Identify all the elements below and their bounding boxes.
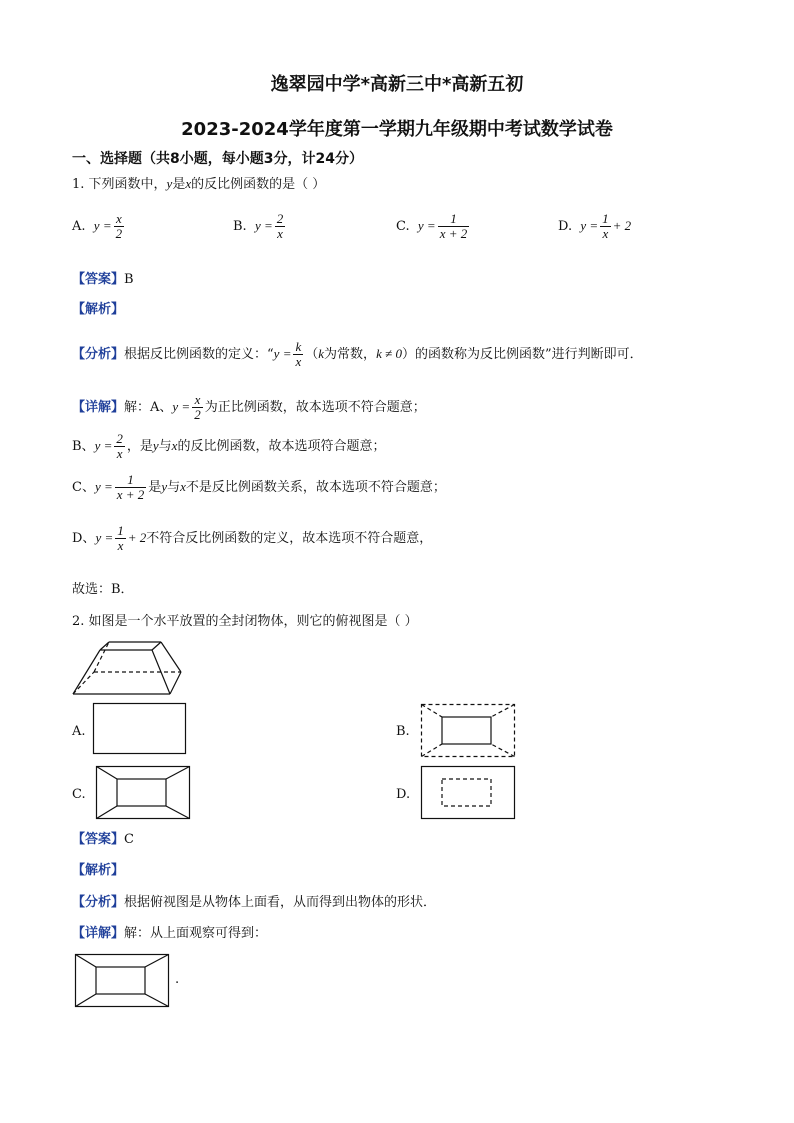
option-c-figure[interactable] — [95, 765, 192, 821]
q2-solution-figure — [74, 953, 172, 1009]
q2-end-mark: . — [175, 972, 180, 987]
question-1-stem: 1. 下列函数中，y是x的反比例函数的是（ ） — [72, 176, 326, 192]
q1-jiexi: 【解析】 — [72, 302, 125, 317]
option-b-label[interactable]: B. — [396, 724, 410, 739]
option-b[interactable]: B. y = $\frac{2}{x}$ — [233, 211, 284, 241]
option-a-label[interactable]: A. — [72, 724, 86, 739]
q1-analysis: 【分析】根据反比例函数的定义：“y = $\frac{k}{x}$ （k为常数，k ≠ 0）的函数称为反比例函数”进行判断即可． — [72, 339, 643, 369]
q1-detail-a: 【详解】解：A、y = $\frac{x}{2}$ 为正比例函数，故本选项不符合题意； — [72, 392, 426, 422]
option-c[interactable]: C. y = $\frac{1}{x + 2}$ — [396, 211, 468, 241]
option-c-label[interactable]: C. — [72, 787, 86, 802]
section-heading: 一、选择题（共8小题，每小题3分，计24分） — [72, 151, 363, 167]
option-d-figure[interactable] — [420, 765, 517, 821]
option-b-figure[interactable] — [420, 703, 517, 759]
option-a[interactable]: A. y = $\frac{x}{2}$ — [72, 211, 123, 241]
option-a-figure[interactable] — [92, 702, 188, 756]
option-d-label[interactable]: D. — [396, 787, 411, 802]
exam-title-main: 2023-2024学年度第一学期九年级期中考试数学试卷 — [181, 119, 613, 140]
q2-analysis: 【分析】根据俯视图是从物体上面看，从而得到出物体的形状． — [72, 895, 437, 910]
q1-detail-d: D、y = $\frac{1}{x}$ + 2不符合反比例函数的定义，故本选项不符合题意， — [72, 523, 433, 553]
question-2-stem: 2. 如图是一个水平放置的全封闭物体，则它的俯视图是（ ） — [72, 614, 418, 629]
q1-choice: 故选：B． — [72, 582, 134, 597]
q1-detail-c: C、y = $\frac{1}{x + 2}$ 是y与x不是反比例函数关系，故本选项不符合题意； — [72, 472, 446, 502]
q2-answer: 【答案】C — [72, 832, 134, 847]
exam-title-schools: 逸翠园中学*高新三中*高新五初 — [270, 74, 524, 95]
frustum-figure — [70, 640, 185, 698]
q1-detail-b: B、y = $\frac{2}{x}$ ，是y与x的反比例函数，故本选项符合题意； — [72, 431, 386, 461]
option-d[interactable]: D. y = $\frac{1}{x}$ + 2 — [558, 211, 632, 241]
q2-detail: 【详解】解：从上面观察可得到： — [72, 926, 268, 941]
q2-jiexi: 【解析】 — [72, 863, 125, 878]
q1-answer: 【答案】B — [72, 272, 134, 287]
